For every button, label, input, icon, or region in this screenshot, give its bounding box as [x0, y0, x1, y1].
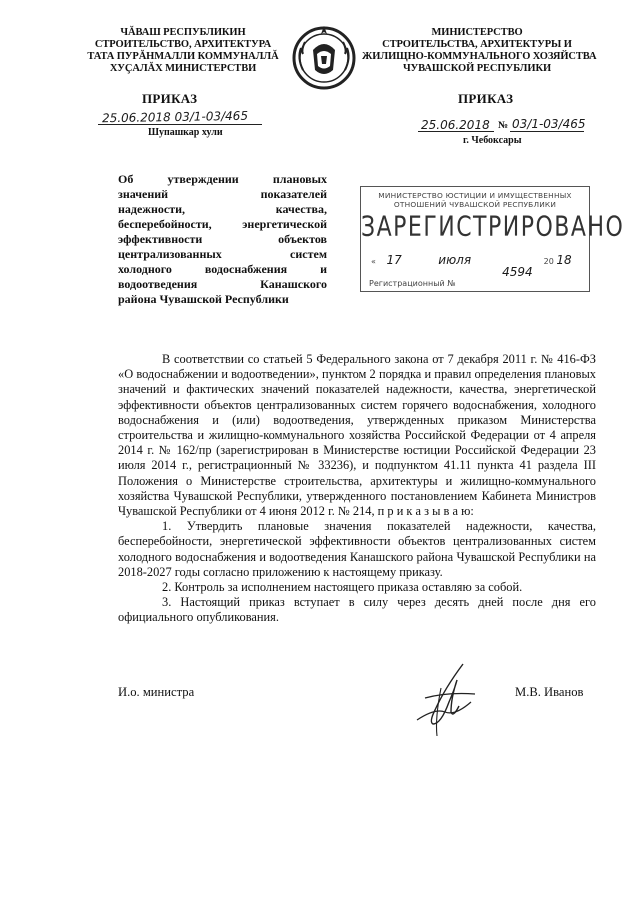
city-left: Шупашкар хули: [148, 127, 223, 138]
title-line: значений показателей: [118, 187, 327, 201]
title-line: эффективности объектов: [118, 232, 327, 246]
header-left-line: СТРОИТЕЛЬСТВО, АРХИТЕКТУРА: [94, 39, 272, 50]
stamp-year-prefix: 20: [543, 257, 554, 266]
header-right: [362, 27, 597, 75]
coat-of-arms-emblem-icon: [291, 20, 357, 92]
handwritten-signature: [405, 658, 485, 738]
title-line: бесперебойности, энергетической: [118, 217, 327, 231]
header-left-line: ЧĂВАШ РЕСПУБЛИКИН: [120, 27, 246, 38]
title-line: централизованных систем: [118, 247, 327, 261]
city-right: г. Чебоксары: [463, 135, 522, 146]
document-body: [118, 352, 596, 626]
prikaz-left: ПРИКАЗ: [142, 91, 198, 106]
underline-left: [98, 124, 262, 125]
stamp-date-row: [371, 253, 572, 267]
number-sign-right: №: [498, 120, 509, 131]
title-line: водоотведения Канашского: [118, 277, 327, 291]
paragraph-1-text: В соответствии со статьей 5 Федерального закона от 7 декабря 2011 г. № 416-ФЗ «О водоснабжении и водоотведении», пунктом 2 порядка и правил определения плановых значений и фактических значений показателей надежности, качества, энергетической эффективности объектов централизованных систем горячего водоснабжения, холодного водоснабжения и (или) водоотведения, утвержденных приказом Министерства строительства и жилищно-коммунального хозяйства Российской Федерации от 4 апреля 2014 г. № 162/пр (зарегистрирован в Министерстве юстиции Российской Федерации 23 июля 2014 г., регистрационный № 33236), и подпунктом 41.11 пункта 41 раздела III Положения о Министерстве строительства, архитектуры и жилищно-коммунального хозяйства Чувашской Республики, утвержденного постановлением Кабинета Министров Чувашской Республики от 4 июня 2012 г. № 214,: [118, 352, 596, 519]
stamp-date-prefix: «: [371, 257, 376, 266]
header-right-line: МИНИСТЕРСТВО: [431, 27, 523, 38]
stamp-month: июля: [438, 253, 472, 267]
stamp-line1: МИНИСТЕРСТВО ЮСТИЦИИ И ИМУЩЕСТВЕННЫХ: [378, 191, 572, 200]
signatory-name: М.В. Иванов: [515, 685, 584, 699]
paragraph-3: 2. Контроль за исполнением настоящего приказа оставляю за собой.: [162, 580, 523, 595]
title-line: холодного водоснабжения и: [118, 262, 327, 276]
header-right-line: ЖИЛИЩНО-КОММУНАЛЬНОГО ХОЗЯЙСТВА: [362, 51, 597, 62]
header-left-line: ХУҪАЛĂХ МИНИСТЕРСТВИ: [109, 63, 257, 74]
stamp-reg-number: 4594: [502, 265, 533, 279]
title-line: Об утверждении плановых: [118, 172, 327, 186]
stamp-reg-label: Регистрационный №: [369, 279, 456, 288]
header-left-line: ТАТА ПУРĂНМАЛЛИ КОММУНАЛЛĂ: [87, 51, 279, 62]
stamp-registered: ЗАРЕГИСТРИРОВАНО: [361, 211, 625, 244]
header-right-line: ЧУВАШСКОЙ РЕСПУБЛИКИ: [402, 63, 552, 74]
registration-stamp: [360, 186, 625, 292]
stamp-line2: ОТНОШЕНИЙ ЧУВАШСКОЙ РЕСПУБЛИКИ: [393, 200, 557, 209]
paragraph-2: 1. Утвердить плановые значения показателей надежности, качества, бесперебойности, энергетической эффективности объектов централизованных систем холодного водоснабжения и водоотведения Канашского района Чувашской Республики на 2018-2027 годы согласно приложению к настоящему приказу.: [118, 519, 596, 579]
prikaz-right: ПРИКАЗ: [458, 91, 514, 106]
document-title: [118, 172, 327, 307]
stamp-day: 17: [386, 253, 402, 267]
title-line: района Чувашской Республики: [118, 292, 289, 306]
stamp-reg-row: [369, 265, 533, 289]
stamp-year: 18: [556, 253, 572, 267]
paragraph-1: [118, 352, 596, 519]
underline-number-right: [510, 131, 584, 132]
paragraph-4: 3. Настоящий приказ вступает в силу через десять дней после дня его официального опубликования.: [118, 595, 596, 625]
order-word: п р и к а з ы в а ю:: [377, 504, 474, 519]
signatory-position: И.о. министра: [118, 685, 195, 699]
handwritten-number-right: 03/1-03/465: [512, 117, 586, 131]
title-line: надежности, качества,: [118, 202, 327, 216]
handwritten-date-right: 25.06.2018: [421, 118, 490, 132]
header-right-line: СТРОИТЕЛЬСТВА, АРХИТЕКТУРЫ И: [382, 39, 572, 50]
header-left: [52, 27, 314, 75]
handwritten-number-left: 25.06.2018 03/1-03/465: [101, 108, 249, 126]
underline-date-right: [418, 131, 494, 132]
